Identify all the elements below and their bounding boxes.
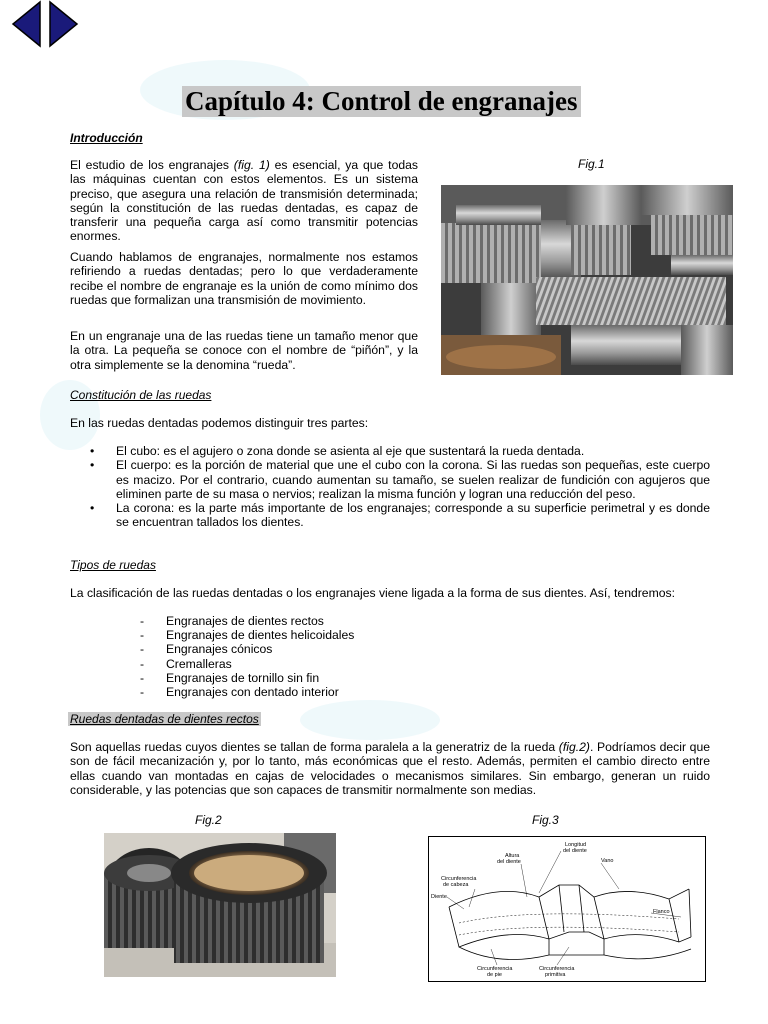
page-title: Capítulo 4: Control de engranajes (182, 86, 581, 117)
section-heading-introduccion: Introducción (70, 131, 143, 145)
rectos-text-cont: . Podríamos decir que son de fácil mecanización y, por lo tanto, más económicas que el resto. Además, permiten el cambio directo entre ellas cuando van montadas en cajas de velocidades o mecanismos similares. Sin embargo, generan un ruido considerable, y las potencias que son capaces de transmitir normalmente son medias. (70, 740, 710, 797)
label-longitud: Longitud (565, 842, 587, 848)
list-item: • La corona: es la parte más importante de los engranajes; corresponde a su superficie perimetral y es donde se encuentran tallados los dientes. (90, 501, 710, 530)
list-item: - Engranajes con dentado interior (140, 685, 339, 700)
label-circ-pie-2: de pie (487, 972, 502, 978)
fig2-reference: (fig.2) (558, 740, 590, 754)
label-longitud-2: del diente (563, 848, 587, 854)
section-heading-constitucion: Constitución de las ruedas (70, 388, 212, 402)
section-heading-dientes-rectos: Ruedas dentadas de dientes rectos (70, 712, 259, 726)
label-circ-primitiva-2: primitiva (545, 972, 566, 978)
fig3-gear-tooth-diagram (428, 836, 706, 982)
intro-paragraph-2: Cuando hablamos de engranajes, normalmente nos estamos refiriendo a ruedas dentadas; pero lo que verdaderamente recibe el nombre de engranaje es la unión de como mínimo dos ruedas que formalizan una transmisión de movimiento. (70, 250, 418, 307)
label-vano: Vano (601, 858, 614, 864)
label-flanco: Flanco (653, 909, 670, 915)
fig2-spur-gears-photo (104, 833, 336, 977)
label-diente: Diente (431, 894, 447, 900)
rectos-paragraph (70, 740, 710, 797)
label-circ-pie: Circunferencia (477, 966, 513, 972)
right-triangle-icon[interactable] (50, 2, 77, 46)
intro-p1-text-cont: es esencial, ya que todas las máquinas cuentan con estos elementos. Es un sistema preciso, que asegura una relación de transmisión determinada; según la constitución de las ruedas dentadas, es capaz de transferir una pequeña carga así como transmitir potencias enormes. (70, 158, 418, 244)
label-circ-primitiva: Circunferencia (539, 966, 575, 972)
tipos-intro: La clasificación de las ruedas dentadas o los engranajes viene ligada a la forma de sus dientes. Así, tendremos: (70, 586, 676, 600)
intro-paragraph-3: En un engranaje una de las ruedas tiene un tamaño menor que la otra. La pequeña se conoce con el nombre de “piñón”, y la otra simplemente se la denomina “rueda”. (70, 329, 418, 372)
intro-paragraph-1 (70, 158, 418, 244)
list-item: - Engranajes de dientes helicoidales (140, 628, 355, 643)
label-altura: Altura (505, 853, 520, 859)
constitucion-list (70, 444, 710, 530)
list-item: • El cubo: es el agujero o zona donde se asienta al eje que sustentará la rueda dentada. (90, 444, 585, 458)
list-item: • El cuerpo: es la porción de material que une el cubo con la corona. Si las ruedas son pequeñas, este cuerpo es macizo. Por el contrario, cuando aumentan su tamaño, se suelen realizar de fundición con agujeros que eliminen parte de su masa o nervios; realizan la misma función y logran una reducción del peso. (90, 458, 710, 501)
rectos-text: Son aquellas ruedas cuyos dientes se tallan de forma paralela a la generatriz de la rueda (70, 740, 559, 754)
list-item: - Engranajes cónicos (140, 642, 273, 657)
fig2-label: Fig.2 (195, 813, 222, 827)
list-item: - Cremalleras (140, 656, 232, 671)
tipos-list (140, 614, 354, 699)
background-blob (300, 700, 440, 740)
left-triangle-icon[interactable] (13, 2, 40, 46)
intro-p1-text: El estudio de los engranajes (70, 158, 234, 172)
fig1-label: Fig.1 (578, 157, 605, 171)
label-circ-cabeza-2: de cabeza (443, 882, 469, 888)
list-item: - Engranajes de dientes rectos (140, 614, 324, 628)
label-altura-2: del diente (497, 859, 521, 865)
fig1-gears-photo (441, 185, 733, 375)
section-heading-tipos: Tipos de ruedas (70, 558, 156, 572)
fig1-reference: (fig. 1) (233, 158, 270, 172)
page-navigation (10, 0, 82, 50)
list-item: - Engranajes de tornillo sin fin (140, 670, 320, 685)
constitucion-intro: En las ruedas dentadas podemos distinguir tres partes: (70, 416, 369, 430)
fig3-label: Fig.3 (532, 813, 559, 827)
label-circ-cabeza: Circunferencia (441, 876, 477, 882)
